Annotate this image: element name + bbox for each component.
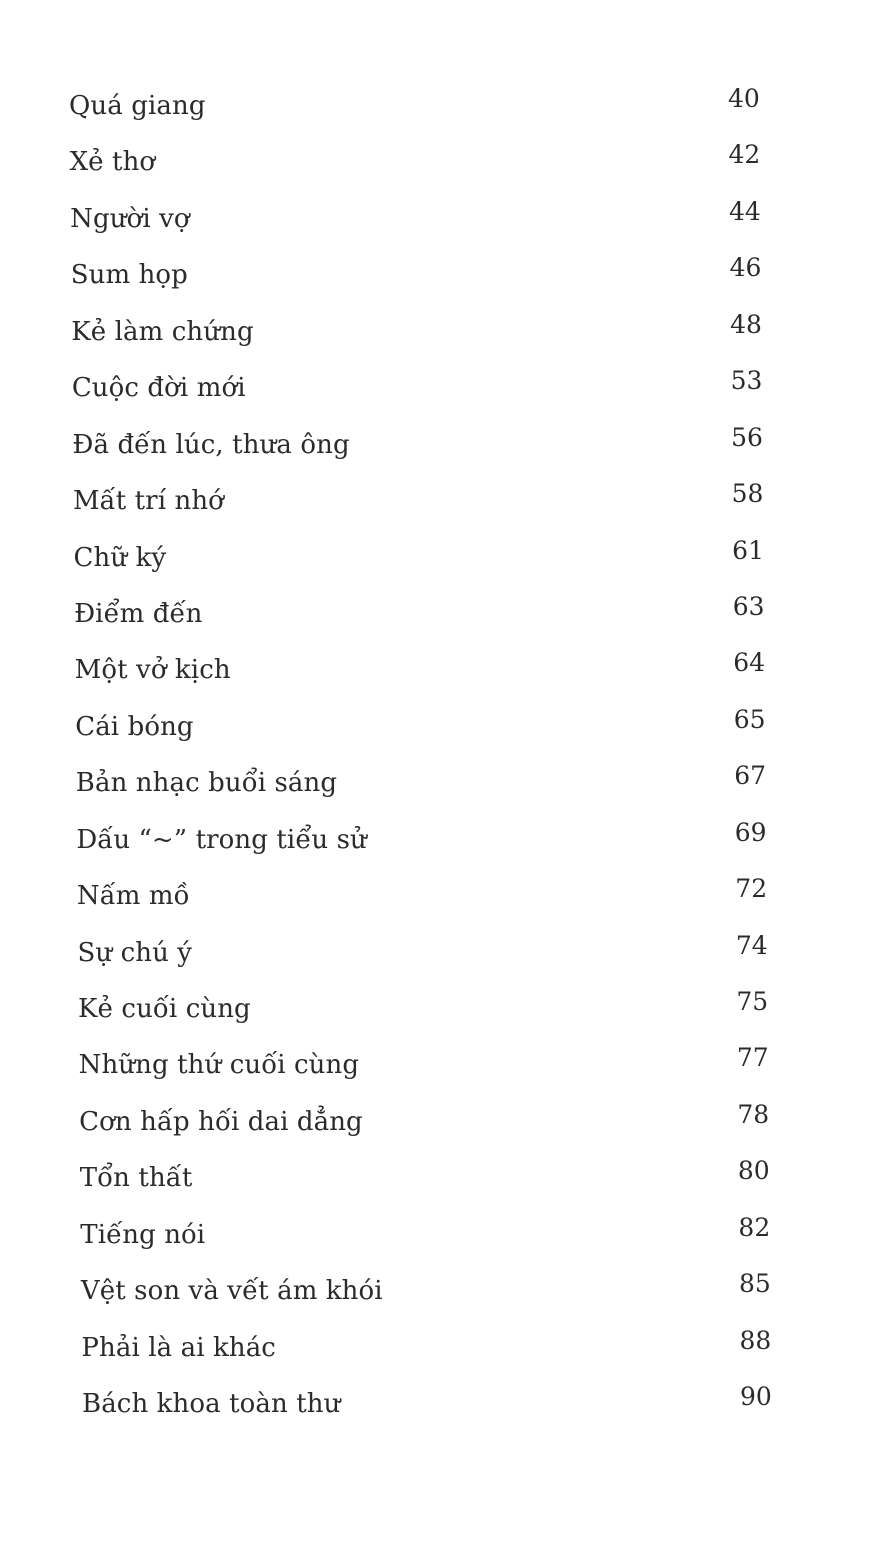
toc-entry-page-number: 46 [729,253,762,283]
toc-entry-title: Sự chú ý [77,937,193,968]
toc-entry [0,1037,889,1093]
toc-entry-title: Người vợ [70,203,190,234]
toc-entry-title: Cơn hấp hối dai dẳng [79,1106,363,1137]
toc-entry-page-number: 63 [732,591,765,621]
toc-entry-title: Quá giang [69,91,206,121]
toc-entry-title: Kẻ làm chứng [71,316,254,347]
toc-entry [0,925,889,981]
toc-entry-page-number: 80 [737,1156,770,1186]
toc-entry-page-number: 58 [731,479,764,509]
toc-entry-title: Cuộc đời mới [71,373,246,404]
toc-entry-page-number: 77 [736,1043,769,1073]
toc-entry [0,191,889,247]
toc-entry-title: Vệt son và vết ám khói [80,1276,383,1307]
toc-entry [0,868,889,924]
toc-entry [0,812,889,868]
toc-entry [0,304,889,360]
toc-entry-title: Bản nhạc buổi sáng [75,768,338,799]
toc-entry [0,247,889,303]
toc-entry [0,530,889,586]
toc-entry [0,1320,889,1376]
toc-entry-title: Xẻ thơ [69,147,156,178]
toc-entry-title: Kẻ cuối cùng [78,994,251,1024]
toc-entry [0,1094,889,1150]
toc-entry-page-number: 44 [729,196,761,226]
toc-entry [0,699,889,755]
toc-entry-title: Dấu “~” trong tiểu sử [76,824,367,855]
toc-entry-title: Cái bóng [75,711,194,742]
toc-entry-page-number: 48 [730,309,762,339]
toc-entry [0,1150,889,1206]
toc-entry [0,586,889,642]
toc-entry-title: Điểm đến [74,598,203,629]
toc-entry-page-number: 40 [728,84,760,113]
toc-entry-title: Bách khoa toàn thư [82,1389,341,1420]
toc-entry-title: Những thứ cuối cùng [78,1050,360,1081]
toc-entry-title: Tổn thất [79,1163,193,1194]
toc-entry [0,360,889,416]
toc-entry-title: Nấm mồ [76,881,190,912]
toc-entry-page-number: 69 [734,817,767,847]
toc-entry [0,642,889,698]
toc-entry [0,417,889,473]
toc-entry-page-number: 53 [730,366,763,396]
toc-entry-page-number: 42 [728,140,761,170]
toc-entry-title: Chữ ký [73,542,167,573]
toc-entry [0,473,889,529]
toc-entry-page-number: 72 [735,874,768,904]
toc-entry [0,1207,889,1263]
toc-entry-page-number: 88 [739,1325,772,1355]
toc-entry [0,981,889,1037]
toc-entry-title: Một vở kịch [74,655,231,686]
toc-entry-page-number: 67 [734,761,767,791]
toc-entry [0,134,889,190]
toc-entry-page-number: 90 [740,1382,772,1412]
toc-entry-page-number: 78 [737,1099,770,1129]
toc-entry-title: Phải là ai khác [81,1332,276,1363]
toc-entry-title: Tiếng nói [80,1219,206,1250]
toc-entry-page-number: 75 [736,987,769,1016]
toc-entry-page-number: 74 [735,930,768,960]
toc-entry-page-number: 61 [732,535,764,565]
toc-entry-title: Mất trí nhớ [72,486,224,517]
toc-entry-page-number: 64 [733,648,766,678]
table-of-contents [0,78,889,1433]
toc-entry-page-number: 82 [738,1212,771,1242]
toc-entry-title: Sum họp [70,260,188,291]
toc-entry-page-number: 65 [733,704,766,734]
toc-entry-page-number: 85 [738,1269,771,1299]
toc-entry [0,755,889,811]
toc-entry-title: Đã đến lúc, thưa ông [72,429,350,460]
toc-entry [0,1376,889,1432]
toc-entry-page-number: 56 [731,422,763,452]
toc-entry [0,78,889,134]
toc-entry [0,1263,889,1319]
